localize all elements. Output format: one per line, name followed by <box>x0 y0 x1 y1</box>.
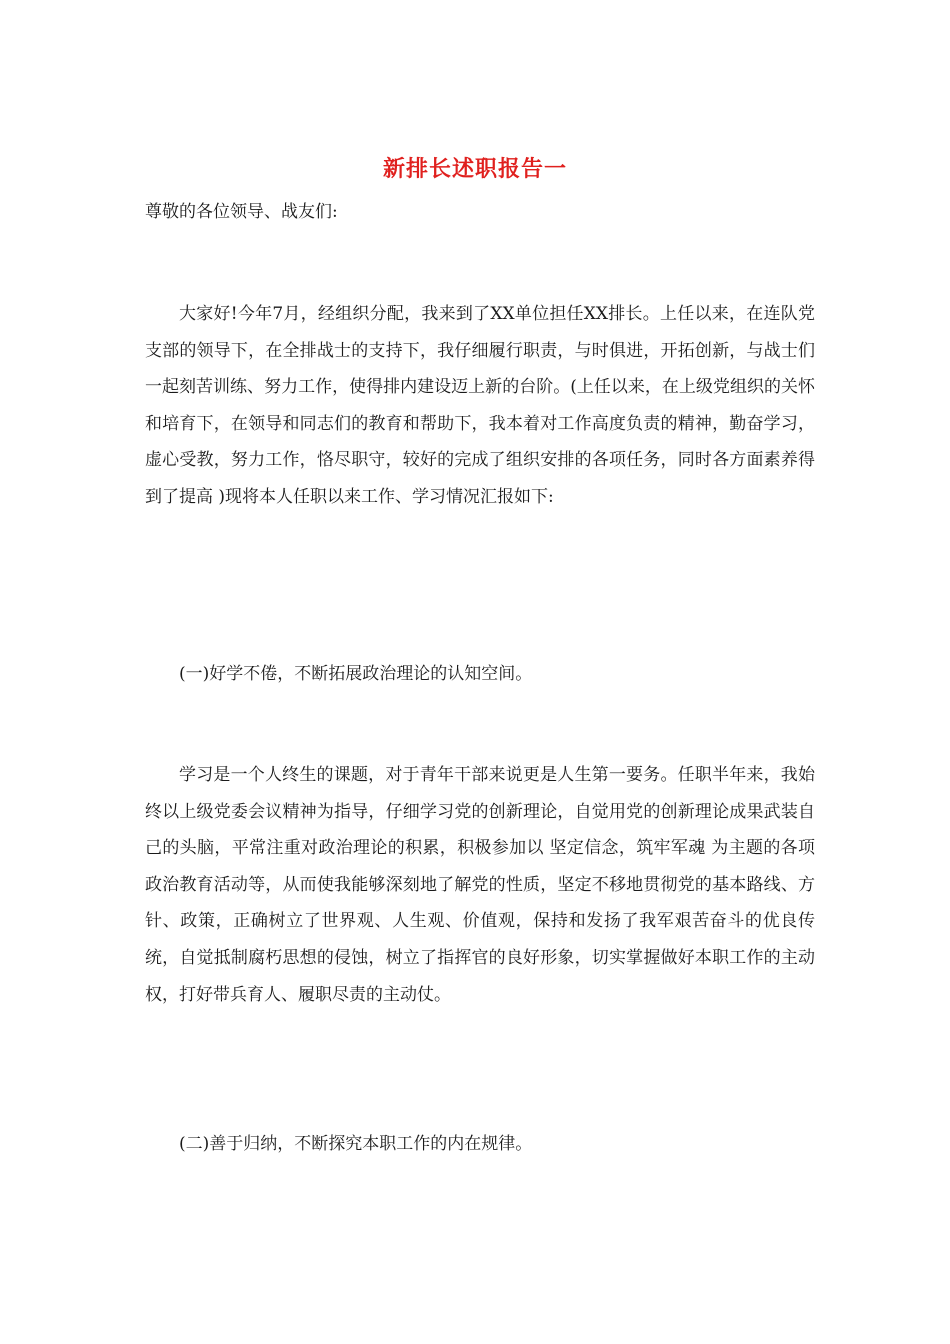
paragraph-intro: 大家好!今年7月，经组织分配，我来到了XX单位担任XX排长。上任以来，在连队党支部的领导下，在全排战士的支持下，我仔细履行职责，与时俱进，开拓创新，与战士们一起刻苦训练、努力工作，使得排内建设迈上新的台阶。(上任以来，在上级党组织的关怀和培育下，在领导和同志们的教育和帮助下，我本着对工作高度负责的精神，勤奋学习，虚心受教，努力工作，恪尽职守，较好的完成了组织安排的各项任务，同时各方面素养得到了提高 )现将本人任职以来工作、学习情况汇报如下: <box>145 304 815 507</box>
section-heading-2: (二)善于归纳，不断探究本职工作的内在规律。 <box>179 1134 533 1154</box>
salutation: 尊敬的各位领导、战友们: <box>145 202 338 222</box>
document-title: 新排长述职报告一 <box>382 156 567 182</box>
paragraph-study: 学习是一个人终生的课题，对于青年干部来说更是人生第一要务。任职半年来，我始终以上级党委会议精神为指导，仔细学习党的创新理论，自觉用党的创新理论成果武装自己的头脑，平常注重对政治理论的积累，积极参加以 坚定信念，筑牢军魂 为主题的各项政治教育活动等，从而使我能够深刻地了解党的性质，坚定不移地贯彻党的基本路线、方针、政策，正确树立了世界观、人生观、价值观，保持和发扬了我军艰苦奋斗的优良传统，自觉抵制腐朽思想的侵蚀，树立了指挥官的良好形象，切实掌握做好本职工作的主动权，打好带兵育人、履职尽责的主动仗。 <box>145 765 815 1005</box>
section-heading-1: (一)好学不倦，不断拓展政治理论的认知空间。 <box>179 664 533 684</box>
